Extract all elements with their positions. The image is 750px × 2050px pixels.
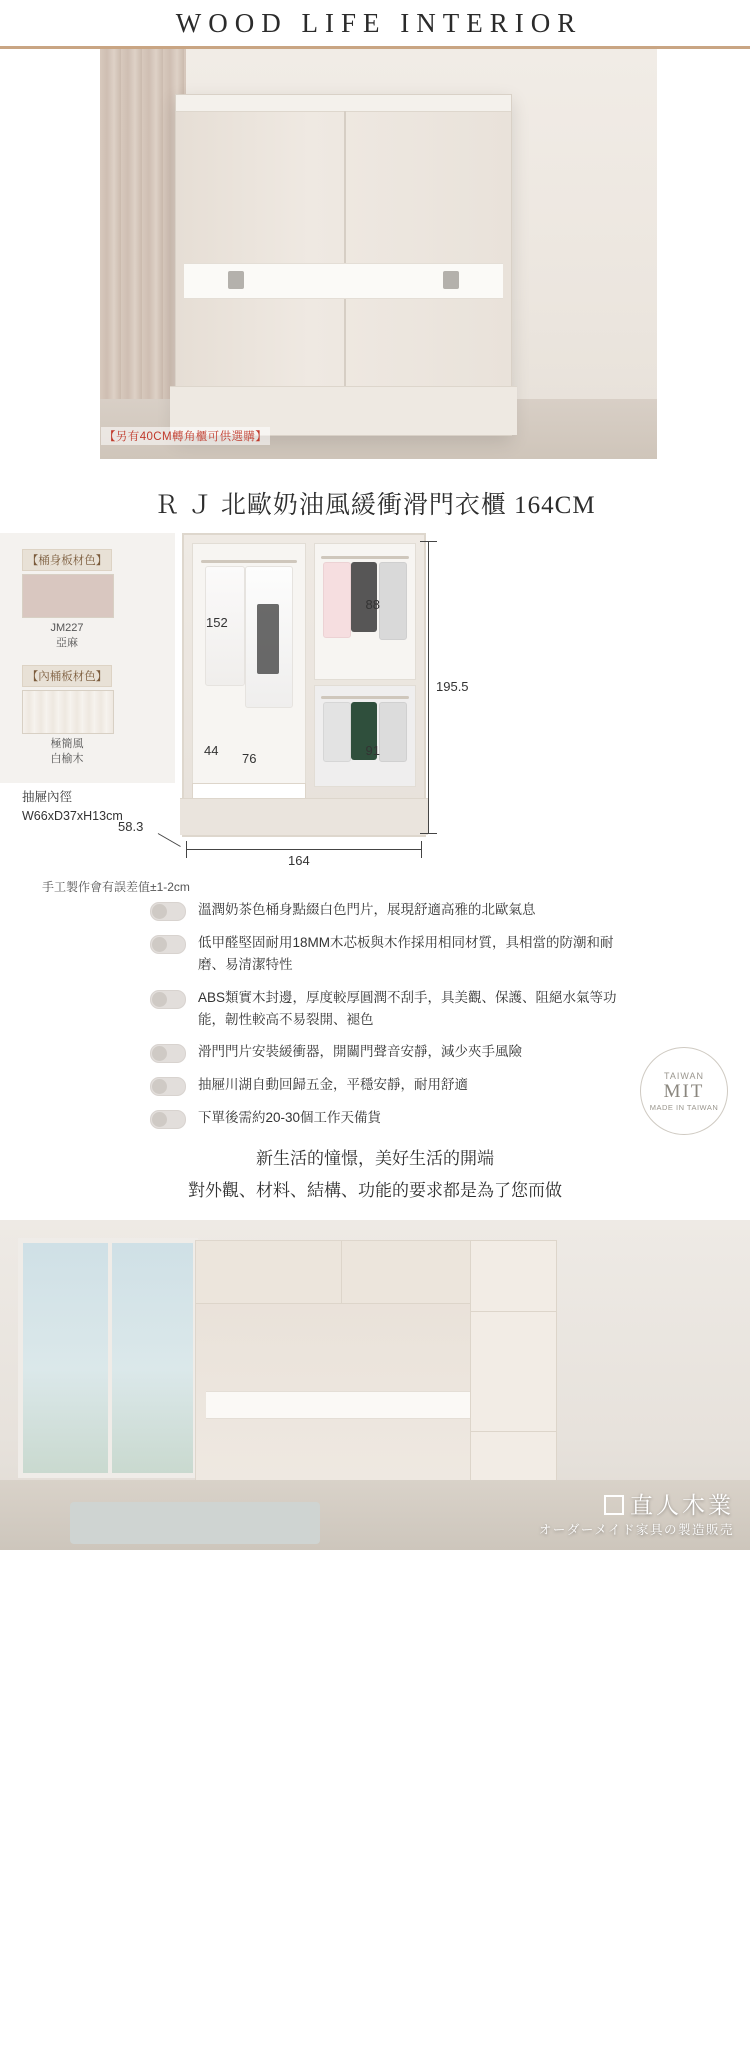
swatch-body-name-2: 亞麻 — [56, 636, 78, 649]
depth-dimension-line — [158, 833, 181, 847]
dim-right-bottom-hang: 91 — [365, 743, 380, 758]
feature-item — [150, 1041, 720, 1063]
garment — [379, 562, 407, 640]
mit-badge-top: TAIWAN — [664, 1070, 704, 1081]
feature-text: 低甲醛堅固耐用18MM木芯板與木作採用相同材質，具相當的防潮和耐磨、易清潔特性 — [198, 935, 614, 972]
dim-total-height: 195.5 — [436, 679, 469, 694]
feature-text: 溫潤奶茶色桶身點綴白色門片，展現舒適高雅的北歐氣息 — [198, 902, 536, 917]
swatch-inner-name-2: 白榆木 — [50, 752, 84, 765]
door-handle-right — [443, 271, 459, 289]
garment — [323, 562, 351, 638]
feature-item — [150, 987, 720, 1031]
hero-right-margin — [657, 49, 750, 459]
drawer-size-note — [22, 788, 123, 826]
tick — [186, 841, 187, 858]
mit-badge — [640, 1047, 728, 1135]
garment — [323, 702, 351, 762]
slogan-line-1: 新生活的憧憬，美好生活的開端 — [256, 1149, 494, 1169]
diagram-base — [180, 798, 428, 835]
swatch-body-name-1: JM227 — [50, 622, 84, 634]
bullet-toggle-icon — [150, 990, 186, 1009]
shelf-divider — [471, 1431, 556, 1432]
wardrobe-photo-bottom — [195, 1240, 487, 1502]
feature-item — [150, 899, 720, 921]
feature-item — [150, 1107, 720, 1129]
swatch-inner-color — [22, 665, 112, 767]
feature-item — [150, 1074, 720, 1096]
spec-section — [0, 533, 750, 893]
product-title: Ｒ Ｊ 北歐奶油風緩衝滑門衣櫃 164CM — [154, 492, 596, 519]
drawer-size-line1: 抽屜內徑 — [22, 790, 73, 804]
logo-mark-icon — [604, 1495, 624, 1515]
feature-text: 下單後需約20-30個工作天備貨 — [198, 1110, 382, 1126]
bullet-toggle-icon — [150, 935, 186, 954]
footer-logo-cn — [539, 1487, 734, 1520]
dim-left-hang: 152 — [206, 615, 228, 630]
tick — [421, 841, 422, 858]
feature-text: 抽屜川湖自動回歸五金，平穩安靜，耐用舒適 — [198, 1077, 468, 1093]
mit-badge-mid: MIT — [663, 1080, 705, 1102]
slogan-block — [0, 1143, 750, 1206]
door-split-line — [344, 111, 346, 387]
swatch-body-chip — [22, 574, 114, 618]
feature-item — [150, 932, 720, 976]
hanging-rod-right-bottom — [321, 696, 409, 699]
hero-left-margin — [0, 49, 100, 459]
swatch-inner-name-1: 極簡風 — [50, 738, 84, 750]
curtain — [100, 49, 186, 404]
bullet-toggle-icon — [150, 1077, 186, 1096]
wardrobe-diagram — [182, 533, 426, 837]
rug — [70, 1502, 320, 1544]
footer-logo — [539, 1487, 734, 1538]
bullet-toggle-icon — [150, 902, 186, 921]
slogan-line-2: 對外觀、材料、結構、功能的要求都是為了您而做 — [188, 1180, 562, 1200]
door-white-band-bottom — [206, 1391, 476, 1419]
width-dimension-line — [186, 849, 422, 850]
diagram-right-bottom-compartment — [314, 685, 416, 787]
tolerance-note: 手工製作會有誤差值±1-2cm — [42, 880, 190, 894]
upper-cabinets — [196, 1241, 486, 1304]
lifestyle-photo — [0, 1220, 750, 1550]
hanging-rod-right-top — [321, 556, 409, 559]
window — [18, 1238, 198, 1478]
feature-text: ABS類實木封邊，厚度較厚圓潤不刮手，具美觀、保護、阻絕水氣等功能，韌性較高不易裂開、褪色 — [198, 989, 617, 1027]
feature-text: 滑門門片安裝緩衝器，開關門聲音安靜，減少夾手風險 — [198, 1044, 522, 1060]
height-dimension-line — [428, 541, 429, 833]
shelf-divider — [471, 1311, 556, 1312]
dim-depth: 58.3 — [118, 819, 144, 834]
brand-title: WOOD LIFE INTERIOR — [175, 7, 583, 38]
footer-logo-cn-text: 直人木業 — [630, 1493, 734, 1519]
dim-total-width: 164 — [288, 853, 310, 868]
swatch-inner-label: 【內桶板材色】 — [22, 665, 112, 687]
tick — [420, 833, 437, 834]
diagram-drawer — [192, 783, 306, 799]
swatch-body-color — [22, 549, 112, 651]
bullet-toggle-icon — [150, 1044, 186, 1063]
dim-drawer-height: 44 — [204, 743, 219, 758]
page-header — [0, 0, 750, 49]
wardrobe-photo — [175, 94, 512, 436]
door-handle-left — [228, 271, 244, 289]
feature-list — [0, 899, 750, 1129]
hero-photo — [0, 49, 750, 459]
garment — [257, 604, 279, 674]
hanging-rod-left — [201, 560, 297, 563]
wardrobe-top-rail — [176, 95, 511, 112]
footer-logo-jp: オーダーメイド家具の製造販売 — [538, 1523, 734, 1538]
drawer-size-line2: W66xD37xH13cm — [22, 808, 123, 823]
swatch-inner-chip — [22, 690, 114, 734]
mit-badge-bottom: MADE IN TAIWAN — [649, 1102, 719, 1112]
garment — [379, 702, 407, 762]
tick — [420, 541, 437, 542]
swatch-body-label: 【桶身板材色】 — [22, 549, 112, 571]
room-scene — [100, 49, 657, 459]
bullet-toggle-icon — [150, 1110, 186, 1129]
dim-right-top-hang: 88 — [365, 597, 380, 612]
hero-note: 【另有40CM轉角櫃可供選購】 — [101, 427, 270, 445]
dim-drawer-width: 76 — [242, 751, 257, 766]
